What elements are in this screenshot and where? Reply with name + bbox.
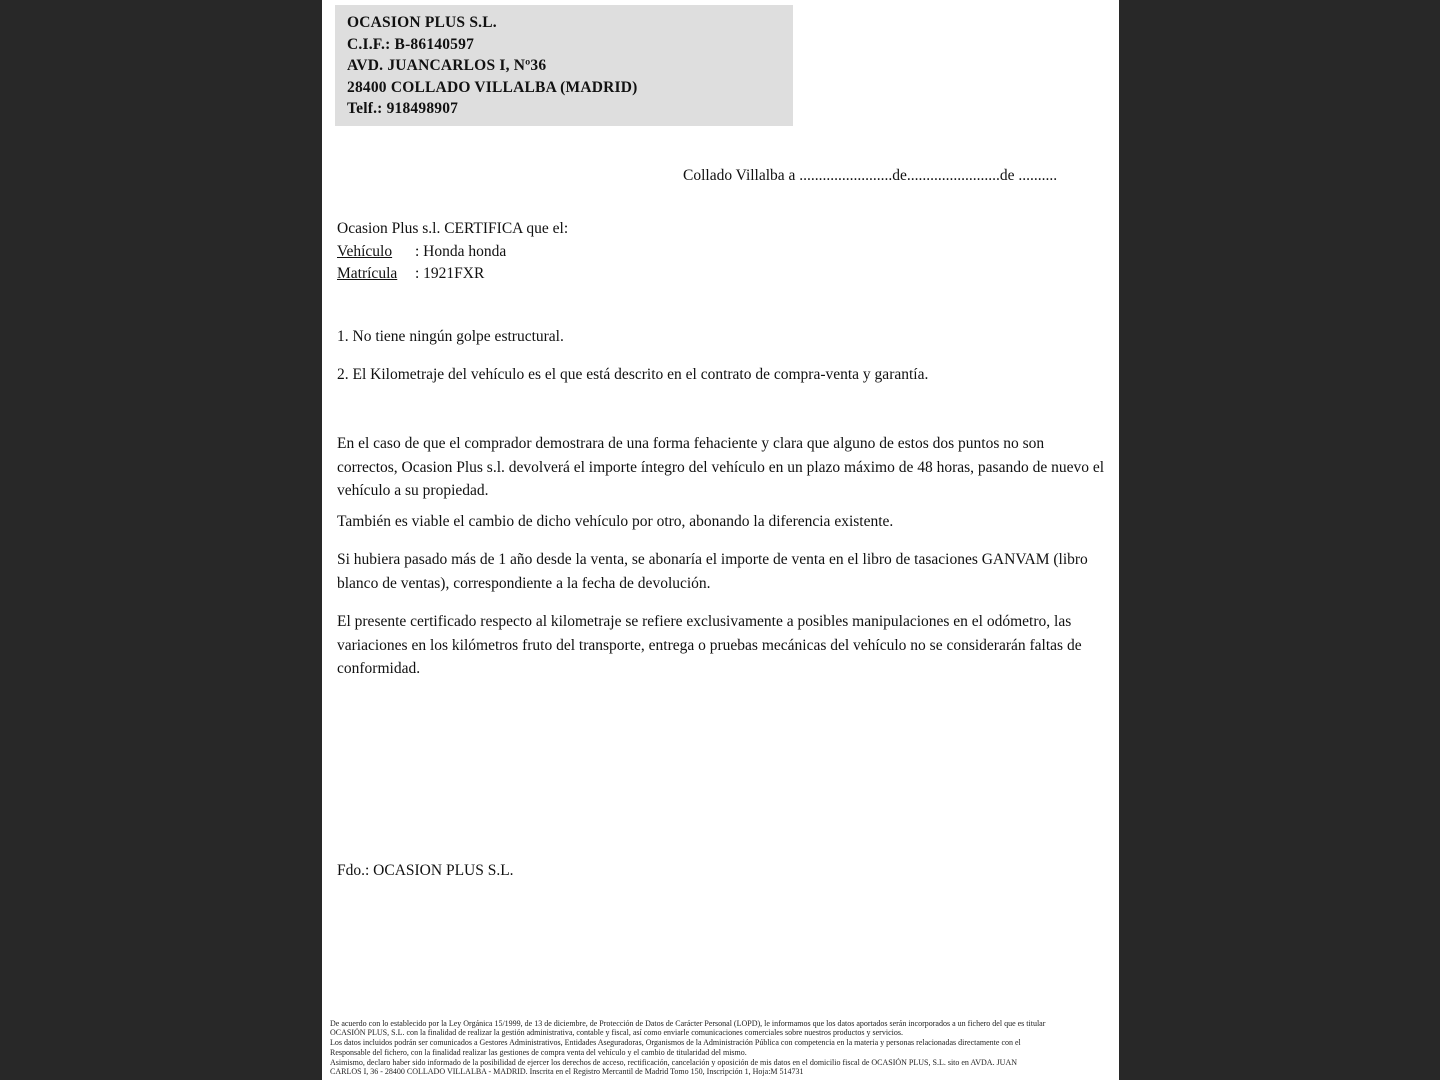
certificate-document xyxy=(322,0,1119,1080)
company-cif: C.I.F.: B-86140597 xyxy=(347,35,475,53)
plate-row xyxy=(337,263,568,286)
date-line: Collado Villalba a ........................de........................de .......... xyxy=(683,167,1058,184)
body-paragraph: El presente certificado respecto al kilometraje se refiere exclusivamente a posibles manipulaciones en el odómetro, las variaciones en los kilómetros fruto del transporte, entrega o pruebas mecánicas del vehículo no se considerarán faltas de conformidad. xyxy=(337,613,1082,677)
company-name: OCASION PLUS S.L. xyxy=(347,14,497,31)
legal-footer-line: Asimismo, declaro haber sido informado de la posibilidad de ejercer los derechos de acceso, rectificación, cancelación y oposición de mis datos en el domicilio fiscal de OCASIÓN PLUS, S.L. sito en AVDA. JUAN xyxy=(330,1057,1018,1067)
certified-point-1: 1. No tiene ningún golpe estructural. xyxy=(337,328,564,345)
vehicle-value: : Honda honda xyxy=(415,242,507,260)
body-paragraph: También es viable el cambio de dicho vehículo por otro, abonando la diferencia existente. xyxy=(337,513,894,530)
body-paragraph: Si hubiera pasado más de 1 año desde la venta, se abonaría el importe de venta en el libro de tasaciones GANVAM (libro blanco de ventas), correspondiente a la fecha de devolución. xyxy=(337,551,1088,592)
plate-value: : 1921FXR xyxy=(415,265,485,282)
company-city: 28400 COLLADO VILLALBA (MADRID) xyxy=(347,78,638,96)
legal-footer xyxy=(330,1019,1113,1077)
certified-point-2: 2. El Kilometraje del vehículo es el que está descrito en el contrato de compra-venta y garantía. xyxy=(337,366,929,383)
legal-footer-line: CARLOS I, 36 - 28400 COLLADO VILLALBA - MADRID. Inscrita en el Registro Mercantil de Madrid Tomo 150, Inscripción 1, Hoja:M 514731 xyxy=(330,1067,804,1077)
letterhead-block xyxy=(335,5,793,126)
legal-footer-line: Responsable del fichero, con la finalidad realizar las gestiones de compra venta del vehículo y el cambio de titularidad del mismo. xyxy=(330,1047,747,1057)
vehicle-label-cell xyxy=(337,241,415,264)
vehicle-row xyxy=(337,241,568,264)
legal-footer-line: De acuerdo con lo establecido por la Ley Orgánica 15/1999, de 13 de diciembre, de Protección de Datos de Carácter Personal (LOPD), le informamos que los datos aportados serán incorporados a un fichero del que es titular xyxy=(330,1018,1046,1028)
plate-label-cell xyxy=(337,263,415,286)
legal-footer-line: OCASIÓN PLUS, S.L. con la finalidad de realizar la gestión administrativa, contable y fiscal, así como enviarle comunicaciones comerciales sobre nuestros productos y servicios. xyxy=(330,1028,903,1038)
plate-label: Matrícula xyxy=(337,265,398,282)
certify-block xyxy=(337,218,568,286)
company-phone: Telf.: 918498907 xyxy=(347,100,459,118)
legal-footer-line: Los datos incluidos podrán ser comunicados a Gestores Administrativos, Entidades Aseguradoras, Organismos de la Administración Pública con competencia en la materia y personas relacionadas directamente con el xyxy=(330,1038,1021,1048)
body-paragraph: En el caso de que el comprador demostrara de una forma fehaciente y clara que alguno de estos dos puntos no son correctos, Ocasion Plus s.l. devolverá el importe íntegro del vehículo en un plazo máximo de 48 horas, pasando de nuevo el vehículo a su propiedad. xyxy=(337,435,1105,499)
company-address: AVD. JUANCARLOS I, Nº36 xyxy=(347,57,547,75)
certify-intro: Ocasion Plus s.l. CERTIFICA que el: xyxy=(337,220,569,237)
vehicle-label: Vehículo xyxy=(337,242,393,260)
signature-line: Fdo.: OCASION PLUS S.L. xyxy=(337,862,514,879)
